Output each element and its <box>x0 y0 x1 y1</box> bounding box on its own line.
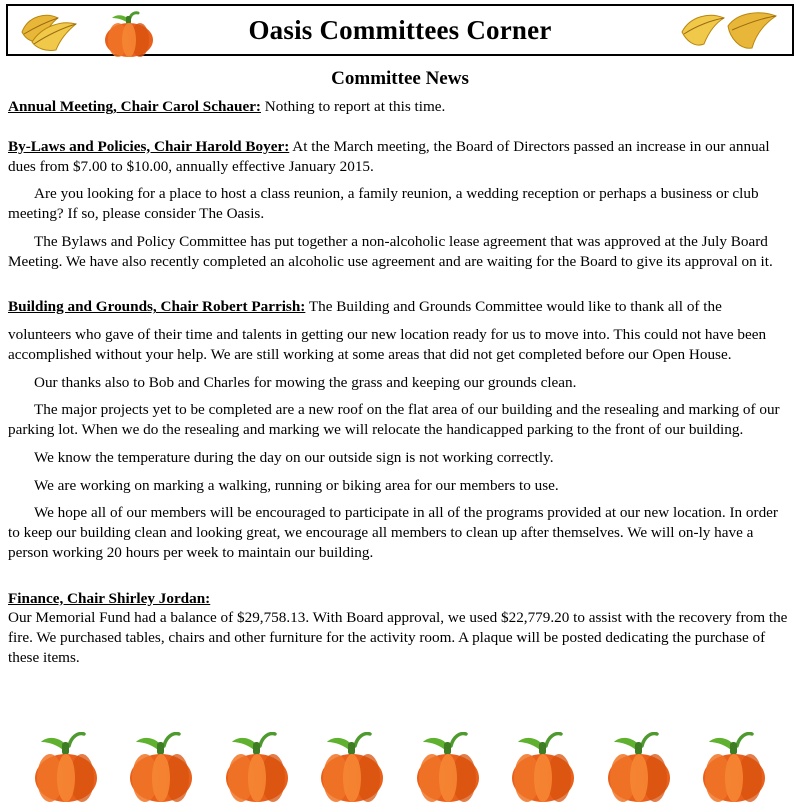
article-text: volunteers who gave of their time and talents in getting our new location ready for us to move into. This could not have been accomplished without your help. We are still working at some areas that did not get completed before our Open House. <box>8 326 767 363</box>
autumn-leaves-icon <box>676 8 786 56</box>
article-lead: By-Laws and Policies, Chair Harold Boyer: <box>8 137 290 155</box>
pumpkin-icon <box>317 732 387 804</box>
pumpkin-icon <box>604 732 674 804</box>
spacer <box>8 440 792 448</box>
pumpkin-icon <box>413 732 483 804</box>
article-text: The Bylaws and Policy Committee has put together a non-alcoholic lease agreement that was approved at the July Board Meeting. We have also recently completed an alcoholic use agreement and are waiting for the Board to give its approval on it. <box>8 232 773 270</box>
article-annual-meeting <box>8 97 792 117</box>
spacer <box>8 563 792 589</box>
article-text: The Building and Grounds Committee would like to thank all of the <box>308 298 722 316</box>
article-building-grounds <box>8 297 792 317</box>
page-title: Oasis Committees Corner <box>248 14 552 45</box>
article-text: At the March meeting, the Board of Directors passed an increase in our annual dues from $7.00 to $10.00, annually effective January 2015. <box>8 137 770 175</box>
article-body <box>0 56 800 668</box>
article-text: We know the temperature during the day on our outside sign is not working correctly. <box>34 448 554 466</box>
article-finance-lead <box>8 589 792 609</box>
spacer <box>8 495 792 503</box>
article-bylaws <box>8 137 792 177</box>
article-lead: Finance, Chair Shirley Jordan: <box>8 589 211 607</box>
masthead <box>6 4 794 56</box>
article-text: We hope all of our members will be encouraged to participate in all of the programs provided at our new location. In order to keep our building clean and looking great, we encourage all members to clean up after themselves. We will on-ly have a person working 20 hours per week to maintain our building. <box>8 504 778 561</box>
spacer <box>8 176 792 184</box>
newsletter-page <box>0 4 800 806</box>
article-lead: Building and Grounds, Chair Robert Parrish: <box>8 298 306 316</box>
spacer <box>8 271 792 297</box>
article-text: The major projects yet to be completed are a new roof on the flat area of our building and the resealing and marking of our parking lot. When we do the resealing and marking we will relocate the handicapped parking to the front of our building. <box>8 401 780 438</box>
spacer <box>8 392 792 400</box>
spacer <box>8 468 792 476</box>
pumpkin-icon <box>31 732 101 804</box>
autumn-leaves-and-pumpkin-icon <box>12 6 162 58</box>
pumpkin-icon <box>699 732 769 804</box>
spacer <box>8 117 792 137</box>
article-text: Nothing to report at this time. <box>264 98 446 115</box>
spacer <box>8 365 792 373</box>
article-text: Are you looking for a place to host a class reunion, a family reunion, a wedding reception or perhaps a business or club meeting? If so, please consider The Oasis. <box>8 185 759 222</box>
article-text: Our thanks also to Bob and Charles for mowing the grass and keeping our grounds clean. <box>34 373 577 391</box>
section-heading: Committee News <box>331 68 469 89</box>
article-text: We are working on marking a walking, running or biking area for our members to use. <box>34 476 559 494</box>
pumpkin-icon <box>222 732 292 804</box>
spacer <box>8 224 792 232</box>
pumpkin-icon <box>508 732 578 804</box>
pumpkin-icon <box>126 732 196 804</box>
article-lead: Annual Meeting, Chair Carol Schauer: <box>8 98 261 115</box>
pumpkin-border <box>0 724 800 804</box>
spacer <box>8 317 792 325</box>
article-text: Our Memorial Fund had a balance of $29,758.13. With Board approval, we used $22,779.20 to assist with the recovery from the fire. We purchased tables, chairs and other furniture for the activity room. A plaque will be posted dedicating the purchase of these items. <box>8 609 788 666</box>
